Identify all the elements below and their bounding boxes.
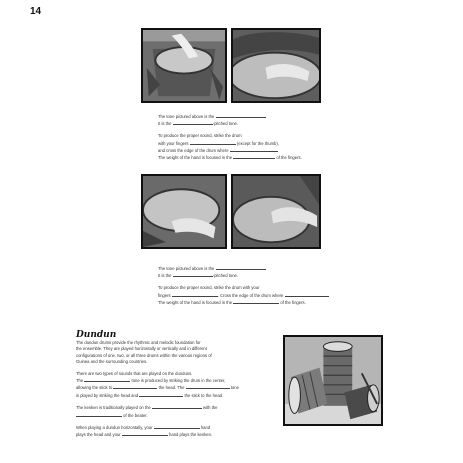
answer-blank[interactable] (152, 404, 202, 409)
page-number: 14 (30, 6, 42, 17)
photo-hand-on-drum-1 (141, 28, 227, 103)
photo-hand-on-drum-3 (141, 174, 227, 249)
answer-blank[interactable] (190, 140, 236, 145)
answer-blank[interactable] (84, 377, 130, 382)
answer-blank[interactable] (233, 299, 279, 304)
section-1-questions (158, 113, 302, 161)
dundun-kenken: The kenken is traditionally played on the with the of the beater. (76, 405, 218, 418)
answer-blank[interactable] (139, 392, 183, 397)
answer-blank[interactable] (173, 272, 213, 277)
dundun-sounds: There are two types of sounds that are played on the dunduns. The tone is produced by striking the drum in the center, allowing the stick to the head. The tone is played by striking the head and the stick to the head. (76, 370, 239, 398)
section-2-part-a: The tone pictured above is the It is the -pitched tone. (158, 265, 329, 279)
dundun-horizontal: When playing a dundun horizontally, your hand plays the head and your hand plays the kenken. (76, 425, 213, 438)
answer-blank[interactable] (186, 384, 230, 389)
answer-blank[interactable] (172, 292, 218, 297)
answer-blank[interactable] (216, 265, 266, 270)
answer-blank[interactable] (113, 384, 157, 389)
answer-blank[interactable] (233, 154, 275, 159)
dundun-intro: The dundun drums provide the rhythmic and melodic foundation for the ensemble. They are played horizontally or vertically and in different configurations of one, two, or all three drums within the various regions of Guinea and the surrounding countries. (76, 340, 212, 365)
section-title-dundun: Dundun (76, 330, 117, 340)
section-2-questions (158, 265, 329, 306)
section-2-part-b: To produce the proper sound, strike the drum with your fingers . Cross the edge of the drum where The weight of the hand is focused in the of the fingers. (158, 285, 329, 306)
answer-blank[interactable] (122, 431, 168, 436)
answer-blank[interactable] (285, 292, 329, 297)
answer-blank[interactable] (154, 424, 200, 429)
answer-blank[interactable] (173, 120, 213, 125)
answer-blank[interactable] (216, 113, 266, 118)
dundun-body (76, 340, 276, 439)
photo-hand-on-drum-2 (231, 28, 321, 103)
section-1-part-b: To produce the proper sound, strike the drum with your fingers (except for the thumb), and cross the edge of the drum where The weight of the hand is focused in the of the fingers. (158, 133, 302, 161)
answer-blank[interactable] (230, 147, 278, 152)
photo-hand-on-drum-4 (231, 174, 321, 249)
photo-dundun-drums (283, 335, 383, 426)
section-1-part-a: The tone pictured above is the It is the -pitched tone. (158, 113, 302, 127)
answer-blank[interactable] (76, 412, 122, 417)
